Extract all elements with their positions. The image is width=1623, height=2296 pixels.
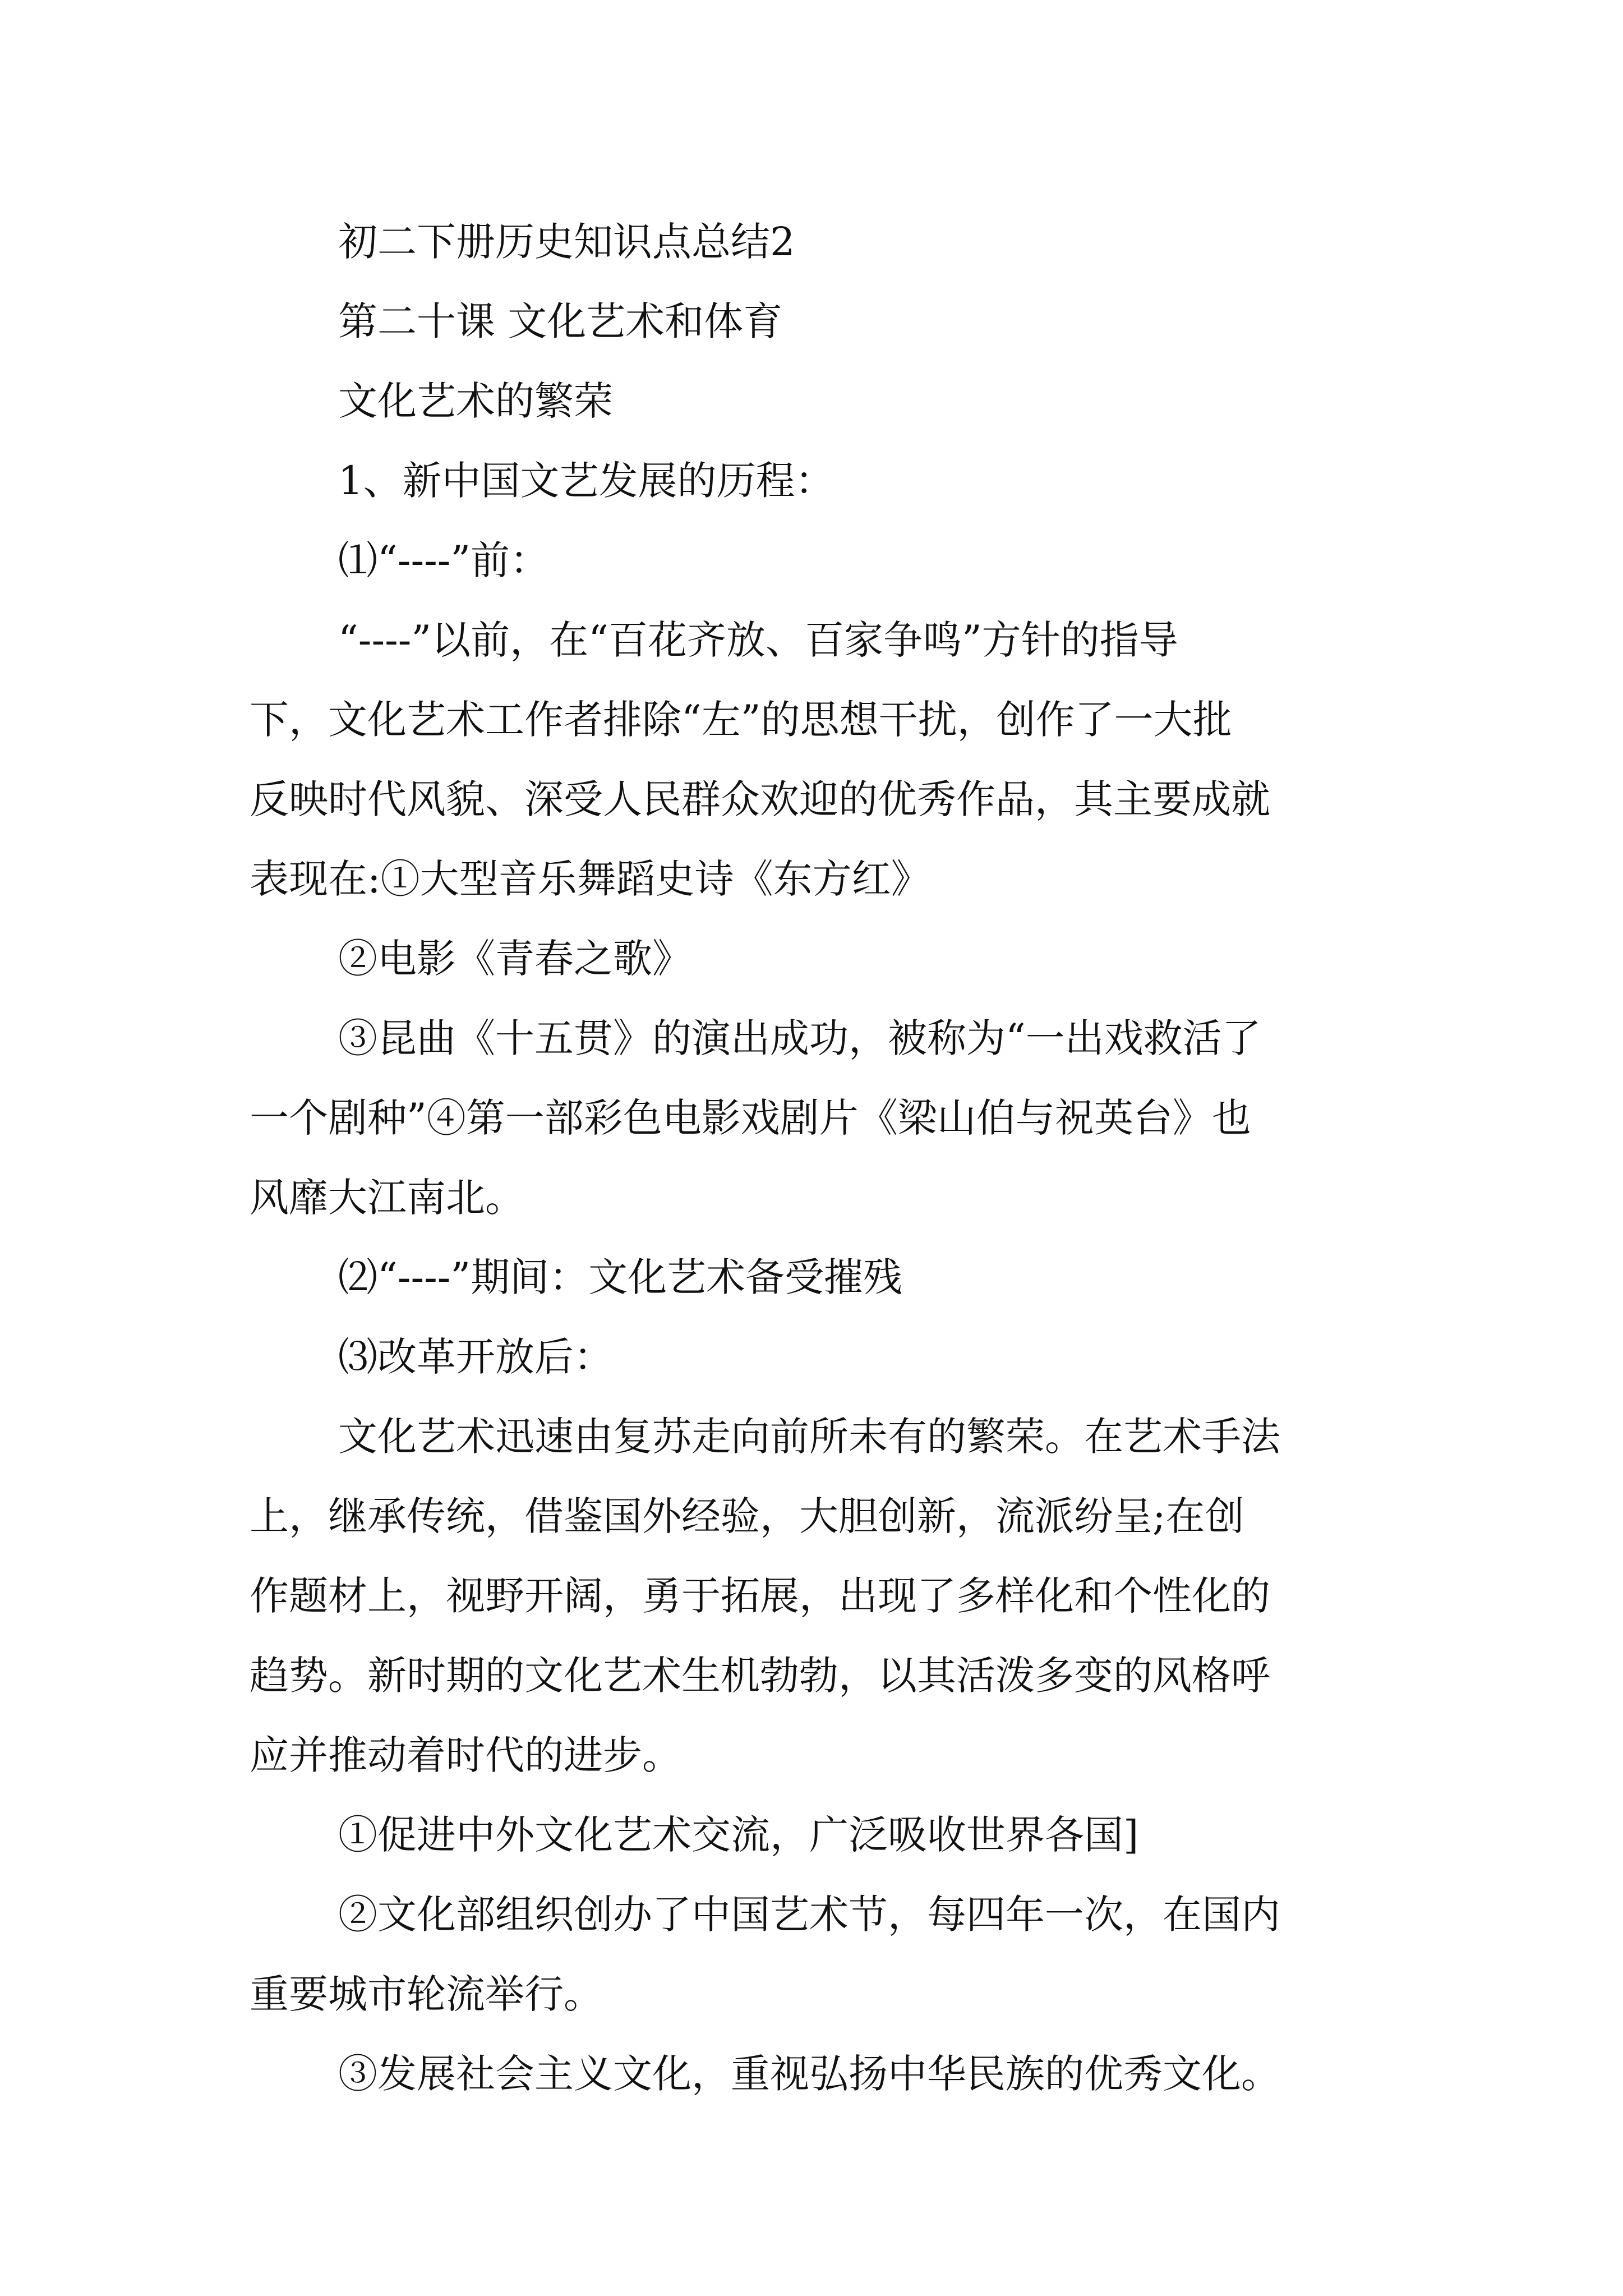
paragraph-line: 重要城市轮流举行。 xyxy=(250,1971,603,2017)
paragraph-line: 应并推动着时代的进步。 xyxy=(250,1732,681,1778)
list-item: ②电影《青春之歌》 xyxy=(338,936,691,982)
paragraph-line: 反映时代风貌、深受人民群众欢迎的优秀作品，其主要成就 xyxy=(250,776,1270,822)
list-item: ①促进中外文化艺术交流，广泛吸收世界各国] xyxy=(338,1812,1139,1858)
lesson-heading: 第二十课 文化艺术和体育 xyxy=(338,298,783,344)
paragraph-line: 表现在:①大型音乐舞蹈史诗《东方红》 xyxy=(250,856,930,902)
paragraph-line: 下，文化艺术工作者排除“左”的思想干扰，创作了一大批 xyxy=(250,697,1232,743)
document-body xyxy=(250,202,1399,2114)
document-title: 初二下册历史知识点总结2 xyxy=(338,219,795,265)
subtopic-heading: ⑵“----”期间：文化艺术备受摧残 xyxy=(338,1254,903,1300)
list-item: ③发展社会主义文化，重视弘扬中华民族的优秀文化。 xyxy=(338,2051,1280,2097)
subtopic-heading: ⑴“----”前： xyxy=(338,537,550,583)
paragraph-line: 文化艺术迅速由复苏走向前所未有的繁荣。在艺术手法 xyxy=(338,1414,1280,1460)
subtopic-heading: ⑶改革开放后： xyxy=(338,1334,613,1380)
topic-heading: 1、新中国文艺发展的历程： xyxy=(338,458,834,504)
paragraph-line: “----”以前，在“百花齐放、百家争鸣”方针的指导 xyxy=(338,617,1178,663)
list-item: ③昆曲《十五贯》的演出成功，被称为“一出戏救活了 xyxy=(338,1015,1261,1061)
section-heading: 文化艺术的繁荣 xyxy=(338,378,613,424)
paragraph-line: 趋势。新时期的文化艺术生机勃勃，以其活泼多变的风格呼 xyxy=(250,1653,1270,1699)
list-item: ②文化部组织创办了中国艺术节，每四年一次，在国内 xyxy=(338,1892,1280,1938)
paragraph-line: 一个剧种”④第一部彩色电影戏剧片《梁山伯与祝英台》也 xyxy=(250,1095,1251,1141)
paragraph-line: 风靡大江南北。 xyxy=(250,1175,524,1221)
paragraph-line: 上，继承传统，借鉴国外经验，大胆创新，流派纷呈;在创 xyxy=(250,1493,1244,1539)
paragraph-line: 作题材上，视野开阔，勇于拓展，出现了多样化和个性化的 xyxy=(250,1573,1270,1619)
